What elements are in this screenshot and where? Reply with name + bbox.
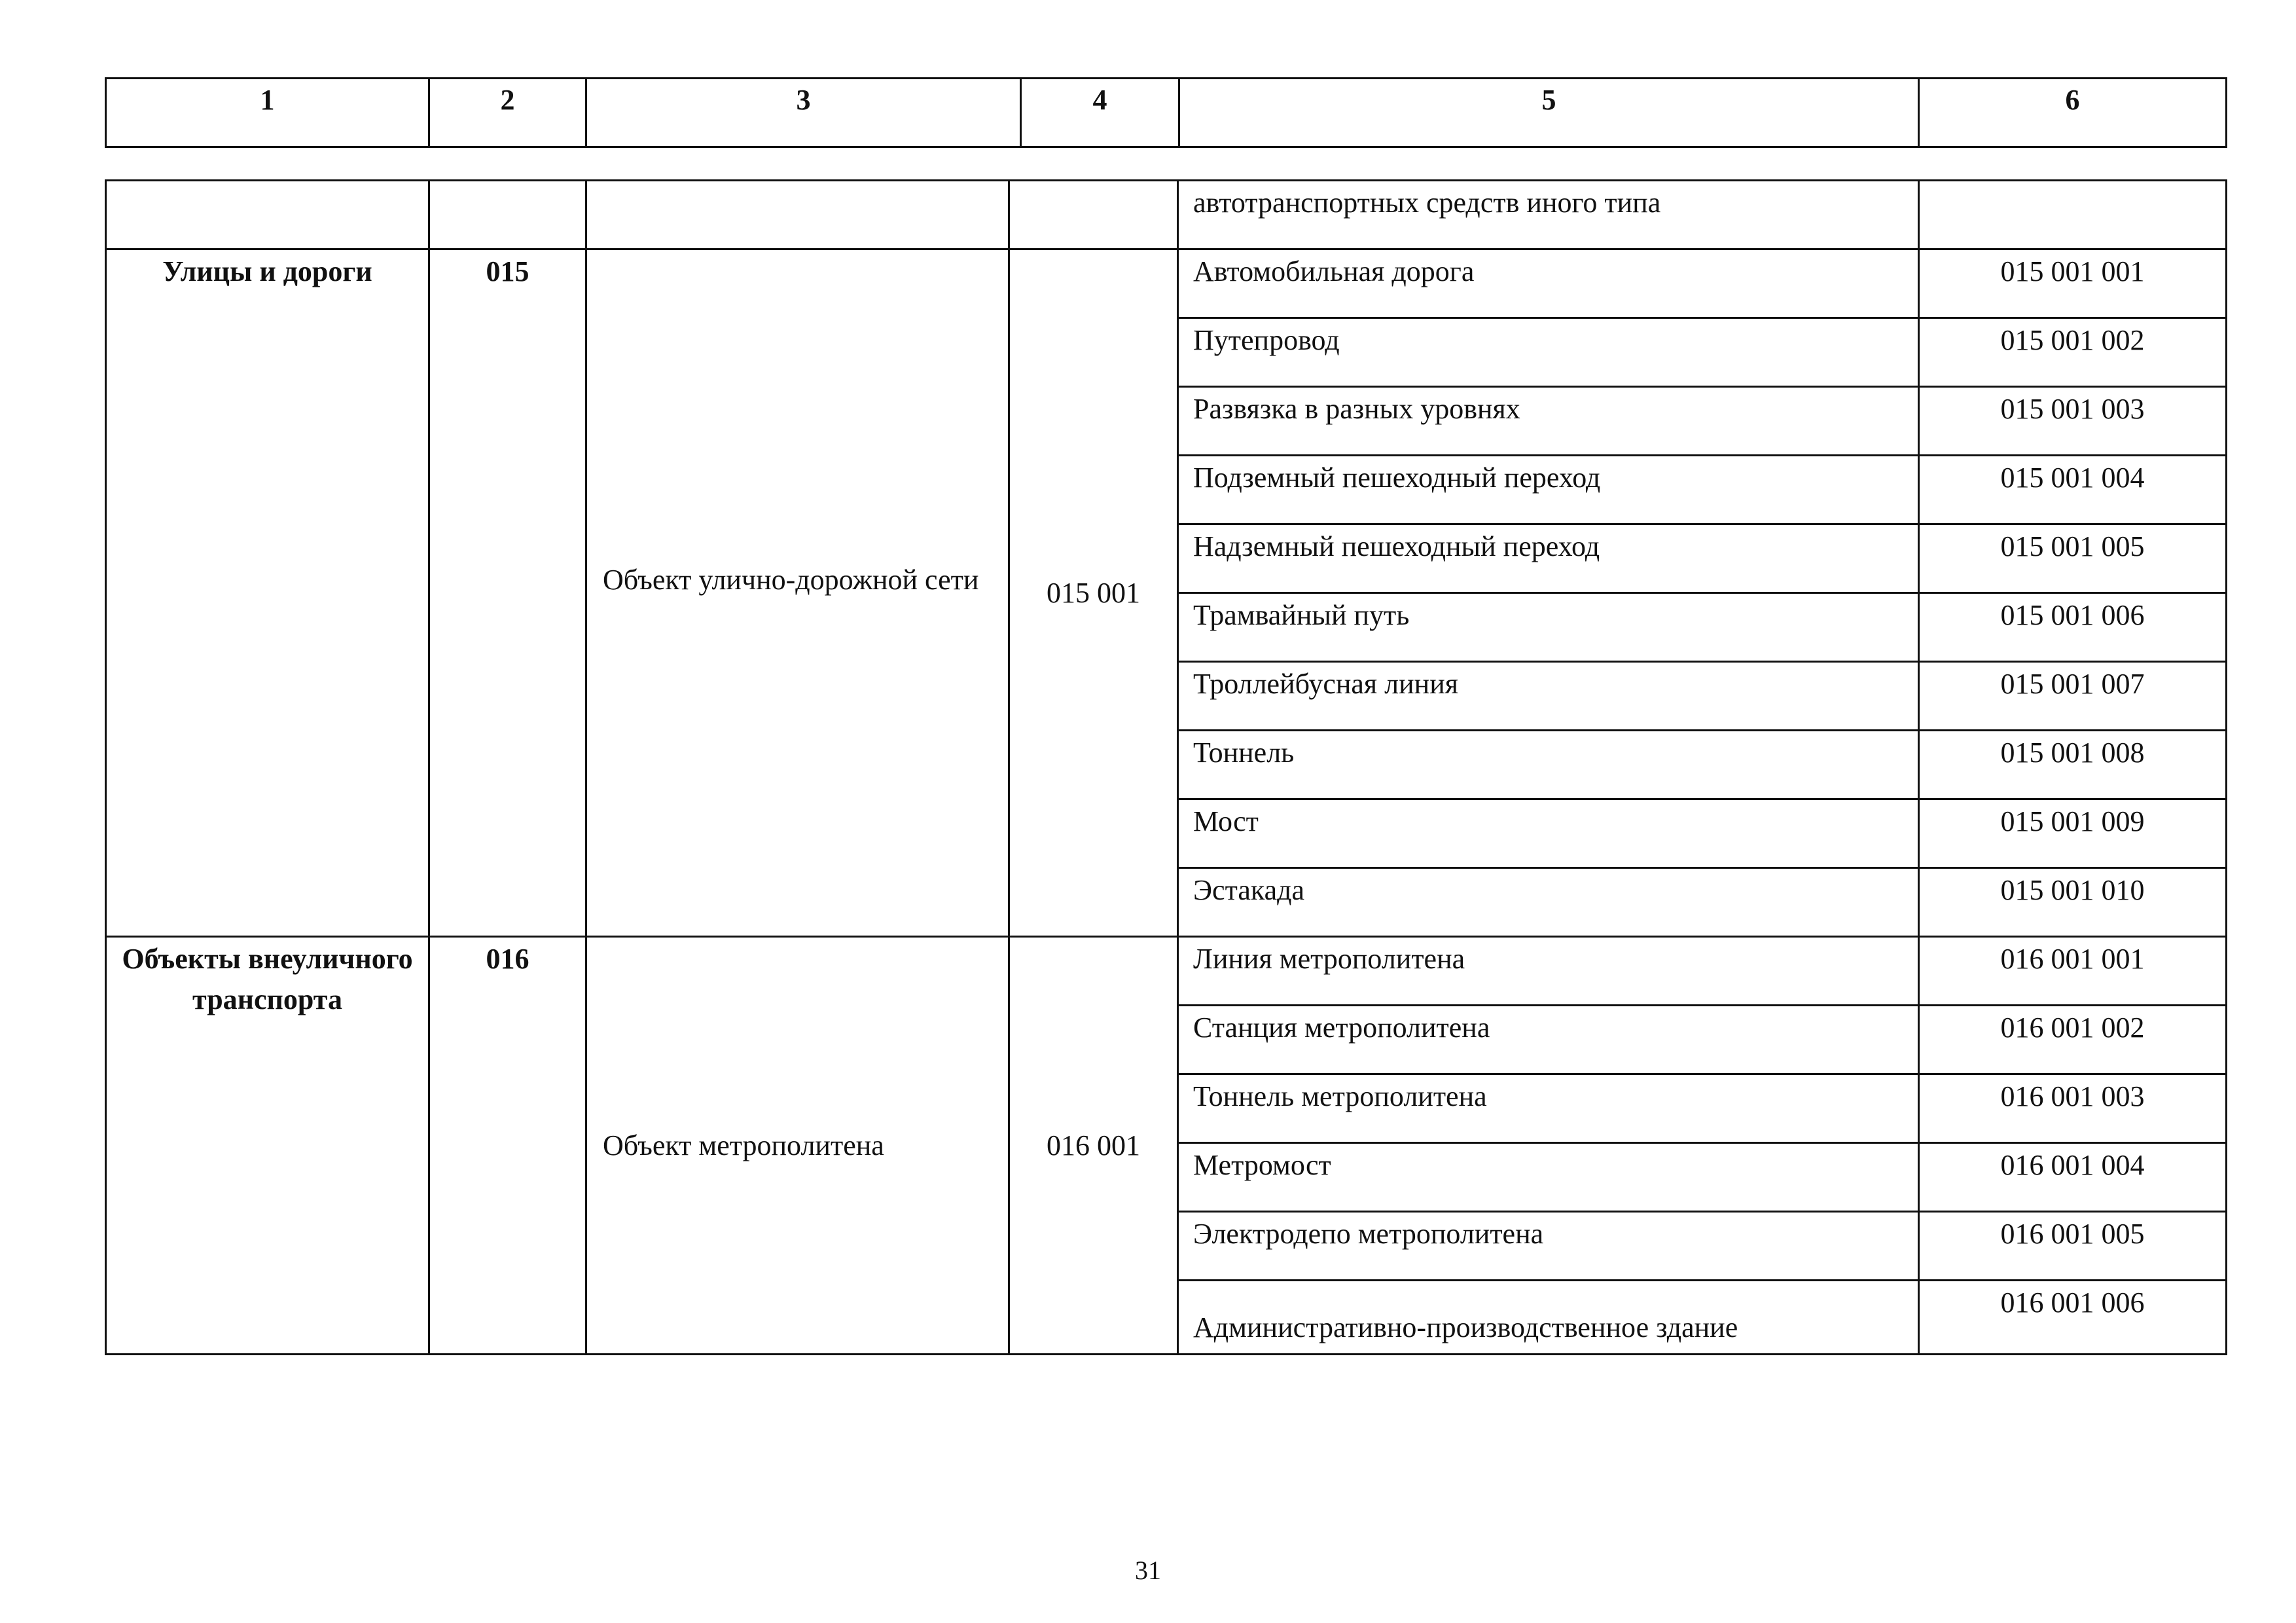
item-code: 015 001 010 <box>1919 868 2227 937</box>
item-code: 016 001 005 <box>1919 1212 2227 1281</box>
subgroup-name: Объект улично-дорожной сети <box>586 249 1009 937</box>
continuation-row <box>106 181 2227 249</box>
item-name: Линия метрополитена <box>1178 937 1919 1006</box>
item-code: 015 001 006 <box>1919 593 2227 662</box>
item-code: 015 001 002 <box>1919 318 2227 387</box>
item-code: 016 001 003 <box>1919 1074 2227 1143</box>
item-name: Путепровод <box>1178 318 1919 387</box>
item-name: Тоннель метрополитена <box>1178 1074 1919 1143</box>
item-name: Эстакада <box>1178 868 1919 937</box>
group-code: 016 <box>429 937 586 1355</box>
cont-col-6 <box>1919 181 2227 249</box>
page-number: 31 <box>1135 1556 1161 1585</box>
header-col-5: 5 <box>1179 79 1919 147</box>
item-name: Автомобильная дорога <box>1178 249 1919 318</box>
item-code: 015 001 008 <box>1919 731 2227 799</box>
item-code: 015 001 005 <box>1919 524 2227 593</box>
header-col-3: 3 <box>586 79 1021 147</box>
column-number-header <box>105 77 2227 148</box>
group-name: Улицы и дороги <box>106 249 429 937</box>
table-row <box>106 249 2227 318</box>
table-row <box>106 937 2227 1006</box>
item-name: Тоннель <box>1178 731 1919 799</box>
group-code: 015 <box>429 249 586 937</box>
item-code: 015 001 003 <box>1919 387 2227 456</box>
item-code: 015 001 001 <box>1919 249 2227 318</box>
item-name: Подземный пешеходный переход <box>1178 456 1919 524</box>
subgroup-code: 015 001 <box>1009 249 1178 937</box>
subgroup-name: Объект метрополитена <box>586 937 1009 1355</box>
item-name: Метромост <box>1178 1143 1919 1212</box>
group-name: Объекты внеуличного транспорта <box>106 937 429 1355</box>
item-name: Трамвайный путь <box>1178 593 1919 662</box>
item-code: 015 001 009 <box>1919 799 2227 868</box>
cont-col-3 <box>586 181 1009 249</box>
header-col-6: 6 <box>1919 79 2227 147</box>
item-name: Троллейбусная линия <box>1178 662 1919 731</box>
item-code: 016 001 006 <box>1919 1281 2227 1355</box>
header-row <box>106 79 2227 147</box>
item-name: Развязка в разных уровнях <box>1178 387 1919 456</box>
cont-col-1 <box>106 181 429 249</box>
item-code: 015 001 004 <box>1919 456 2227 524</box>
item-name: Электродепо метрополитена <box>1178 1212 1919 1281</box>
item-name: Мост <box>1178 799 1919 868</box>
cont-col-2 <box>429 181 586 249</box>
header-col-4: 4 <box>1021 79 1179 147</box>
item-name: Административно-производственное здание <box>1178 1281 1919 1355</box>
header-col-1: 1 <box>106 79 429 147</box>
classifier-table <box>105 179 2227 1355</box>
item-code: 016 001 002 <box>1919 1006 2227 1074</box>
item-code: 016 001 001 <box>1919 937 2227 1006</box>
subgroup-code: 016 001 <box>1009 937 1178 1355</box>
header-col-2: 2 <box>429 79 586 147</box>
item-name: Надземный пешеходный переход <box>1178 524 1919 593</box>
item-code: 015 001 007 <box>1919 662 2227 731</box>
cont-col-4 <box>1009 181 1178 249</box>
cont-col-5: автотранспортных средств иного типа <box>1178 181 1919 249</box>
item-code: 016 001 004 <box>1919 1143 2227 1212</box>
item-name: Станция метрополитена <box>1178 1006 1919 1074</box>
